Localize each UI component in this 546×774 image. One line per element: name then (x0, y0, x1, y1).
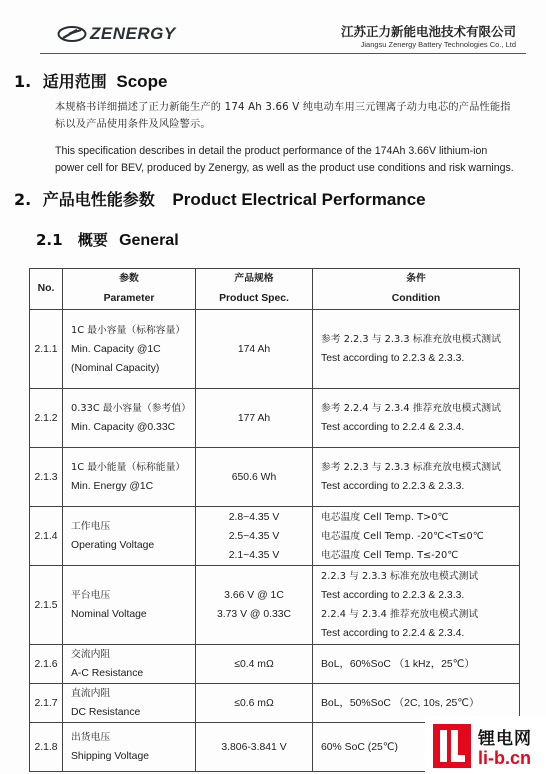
condition-line: Test according to 2.2.3 & 2.3.3. (321, 590, 465, 601)
row-number: 2.1.8 (30, 723, 63, 772)
header-no: No. (30, 269, 63, 310)
table-row (30, 310, 520, 389)
row-spec (196, 566, 313, 645)
spec-value: 650.6 Wh (231, 471, 277, 483)
header-parameter-en: Parameter (103, 293, 155, 304)
header-condition-cn: 条件 (406, 273, 426, 284)
parameter-en: Min. Capacity @0.33C (71, 422, 176, 433)
row-condition (313, 448, 520, 507)
row-number: 2.1.6 (30, 645, 63, 684)
condition-line: 参考 2.2.3 与 2.3.3 标准充放电模式测试 (321, 462, 501, 473)
section-2-number: 2. (14, 190, 32, 209)
row-spec (196, 723, 313, 772)
zenergy-swoosh-icon (57, 25, 87, 43)
table-header-row (30, 269, 520, 310)
logo-text: ZENERGY (90, 24, 176, 43)
header-parameter (63, 269, 196, 310)
row-spec (196, 507, 313, 566)
condition-line: 电芯温度 Cell Temp. T>0℃ (321, 511, 449, 523)
parameter-cn: 0.33C 最小容量（参考值） (71, 403, 191, 414)
parameter-en: Min. Capacity @1C (Nominal Capacity) (71, 343, 161, 374)
parameter-cn: 1C 最小容量（标称容量） (71, 324, 186, 336)
row-number: 2.1.4 (30, 507, 63, 566)
row-spec (196, 389, 313, 448)
condition-line: 参考 2.2.3 与 2.3.3 标准充放电模式测试 (321, 334, 501, 345)
section-1-title-en: Scope (116, 72, 168, 91)
row-condition (313, 310, 520, 389)
section-1-heading (14, 69, 167, 92)
condition-line: 电芯温度 Cell Temp. -20℃<T≤0℃ (321, 530, 484, 542)
condition-line: BoL，50%SoC （2C, 10s, 25℃） (321, 697, 480, 709)
section-2-1-title-cn: 概要 (77, 231, 108, 249)
section-2-heading (14, 187, 426, 210)
section-2-1-heading (36, 229, 179, 250)
header-parameter-cn: 参数 (119, 273, 139, 284)
condition-line: Test according to 2.2.3 & 2.3.3. (321, 353, 465, 364)
row-spec (196, 645, 313, 684)
condition-line: 60% SoC (25℃) (321, 741, 398, 753)
li-b-watermark (425, 716, 546, 774)
table-row (30, 389, 520, 448)
parameter-en: Min. Energy @1C (71, 481, 154, 492)
spec-value: 2.5~4.35 V (228, 530, 280, 542)
row-parameter (63, 684, 196, 723)
watermark-en: li-b.cn (478, 748, 531, 768)
condition-line: Test according to 2.2.3 & 2.3.3. (321, 481, 465, 492)
condition-line: Test according to 2.2.4 & 2.3.4. (321, 422, 465, 433)
header-spec (196, 269, 313, 310)
row-parameter (63, 448, 196, 507)
header-condition-en: Condition (391, 293, 441, 304)
scope-paragraph-en: This specification describes in detail the product performance of the 174Ah 3.66V lithium-ion power cell for BEV, produced by Zenergy, as well as the product use conditions and risk warnings. (55, 145, 514, 174)
condition-line: Test according to 2.2.4 & 2.3.4. (321, 628, 465, 639)
section-2-title-en: Product Electrical Performance (172, 190, 426, 209)
section-1-title-cn: 适用范围 (42, 72, 107, 91)
parameter-cn: 直流内阻 (71, 688, 111, 699)
condition-line: 2.2.3 与 2.3.3 标准充放电模式测试 (321, 571, 479, 582)
row-parameter (63, 566, 196, 645)
table-row (30, 448, 520, 507)
watermark-cn: 锂电网 (478, 729, 532, 749)
table-row (30, 566, 520, 645)
spec-value: ≤0.6 mΩ (234, 697, 274, 709)
parameter-en: Operating Voltage (71, 540, 155, 551)
row-condition (313, 566, 520, 645)
section-2-1-title-en: General (119, 232, 179, 249)
spec-value: 3.806-3.841 V (221, 741, 287, 753)
row-parameter (63, 389, 196, 448)
spec-value: 174 Ah (237, 343, 271, 355)
row-spec (196, 310, 313, 389)
row-parameter (63, 310, 196, 389)
table-row (30, 645, 520, 684)
spec-value: ≤0.4 mΩ (234, 658, 274, 670)
spec-value: 3.73 V @ 0.33C (216, 609, 292, 620)
row-number: 2.1.1 (30, 310, 63, 389)
header-spec-cn: 产品规格 (234, 273, 274, 284)
parameter-cn: 1C 最小能量（标称能量） (71, 462, 186, 473)
row-condition (313, 507, 520, 566)
parameter-cn: 出货电压 (71, 732, 111, 743)
page-header (0, 0, 546, 56)
row-parameter (63, 507, 196, 566)
row-number: 2.1.5 (30, 566, 63, 645)
section-2-title-cn: 产品电性能参数 (42, 190, 155, 209)
li-b-logo-icon (433, 724, 471, 768)
parameter-en: A-C Resistance (71, 668, 144, 679)
parameter-en: Nominal Voltage (71, 609, 147, 620)
company-name-cn: 江苏正力新能电池技术有限公司 (340, 24, 516, 39)
spec-value: 2.8~4.35 V (228, 511, 280, 523)
row-number: 2.1.2 (30, 389, 63, 448)
row-spec (196, 684, 313, 723)
row-parameter (63, 645, 196, 684)
scope-paragraph-cn: 本规格书详细描述了正力新能生产的 174 Ah 3.66 V 纯电动车用三元锂离子动力电芯的产品性能指标以及产品使用条件及风险警示。 (55, 102, 511, 130)
parameter-cn: 平台电压 (71, 590, 111, 601)
parameter-cn: 交流内阻 (71, 649, 111, 660)
row-parameter (63, 723, 196, 772)
section-2-1-number: 2.1 (36, 231, 63, 249)
spec-value: 2.1~4.35 V (228, 549, 280, 561)
row-spec (196, 448, 313, 507)
company-logo (57, 24, 176, 44)
row-number: 2.1.7 (30, 684, 63, 723)
table-row (30, 507, 520, 566)
row-condition (313, 389, 520, 448)
condition-line: 电芯温度 Cell Temp. T≤-20℃ (321, 549, 459, 561)
header-condition (313, 269, 520, 310)
header-spec-en: Product Spec. (219, 293, 289, 304)
condition-line: 2.2.4 与 2.3.4 推荐充放电模式测试 (321, 609, 479, 620)
spec-value: 177 Ah (237, 412, 271, 424)
parameter-en: DC Resistance (71, 707, 141, 718)
parameter-en: Shipping Voltage (71, 751, 149, 762)
section-1-number: 1. (14, 72, 32, 91)
row-condition (313, 645, 520, 684)
general-spec-table (29, 268, 520, 772)
parameter-cn: 工作电压 (71, 521, 111, 532)
condition-line: 参考 2.2.4 与 2.3.4 推荐充放电模式测试 (321, 403, 501, 414)
spec-value: 3.66 V @ 1C (224, 590, 284, 601)
row-number: 2.1.3 (30, 448, 63, 507)
header-divider (40, 53, 526, 54)
company-name-en: Jiangsu Zenergy Battery Technologies Co., Ltd (360, 40, 516, 49)
condition-line: BoL，60%SoC （1 kHz，25℃） (321, 658, 475, 670)
